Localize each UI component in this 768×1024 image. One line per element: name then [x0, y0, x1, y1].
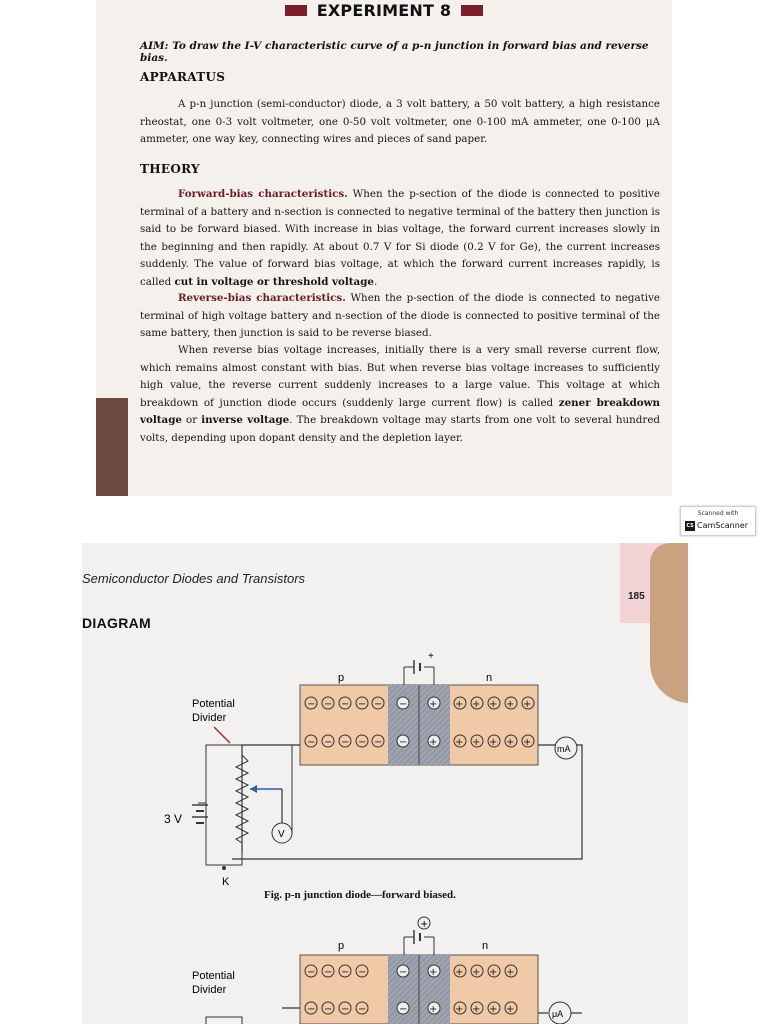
- svg-text:−: −: [324, 737, 333, 748]
- svg-text:+: +: [489, 1004, 498, 1015]
- page-edge-shadow: [96, 398, 128, 496]
- chapter-title: Semiconductor Diodes and Transistors: [82, 571, 306, 586]
- rheostat-frame: [206, 745, 242, 865]
- svg-text:+: +: [506, 699, 515, 710]
- forward-bias-circuit: [164, 651, 582, 888]
- svg-text:+: +: [429, 699, 438, 710]
- svg-text:−: −: [324, 699, 333, 710]
- svg-text:−: −: [399, 737, 408, 748]
- fig2-potential-divider-1: Potential: [192, 970, 235, 982]
- svg-text:−: −: [307, 967, 316, 978]
- theory-heading: THEORY: [140, 162, 200, 176]
- reverse-bias-title: Reverse-bias characteristics.: [178, 292, 346, 304]
- svg-text:−: −: [399, 1004, 408, 1015]
- aim-line: [140, 40, 660, 64]
- header-marker-right: [461, 5, 483, 16]
- reverse-bias-text: When the p-section of the diode is connected to negative terminal of high voltage battery and n-section of the diode is connected to positive terminal of the same battery, then junction is said to be reverse biased.: [140, 292, 660, 339]
- breakdown-text-b: . The breakdown voltage may starts from one volt to several hundred volts, depending upon dopant density and the depletion layer.: [140, 414, 661, 444]
- slider-arrow-head: [250, 785, 257, 793]
- cell-plus-sign: +: [428, 651, 434, 662]
- potential-divider-label-2: Divider: [192, 712, 227, 724]
- svg-text:−: −: [341, 967, 350, 978]
- reverse-bias-circuit: [192, 917, 582, 1024]
- battery-3v-label: 3 V: [164, 812, 183, 826]
- aim-text: To draw the I-V characteristic curve of a p-n junction in forward bias and reverse bias.: [140, 40, 649, 64]
- fig1-n-label: n: [486, 672, 493, 684]
- fig2-n-label: n: [482, 940, 489, 952]
- inverse-voltage-term: inverse voltage: [201, 414, 290, 426]
- key-contact: [222, 866, 226, 870]
- svg-text:+: +: [506, 967, 515, 978]
- fig2-p-label: p: [338, 940, 345, 952]
- forward-bias-text: When the p-section of the diode is connected to positive terminal of a battery and n-section is connected to negative terminal of the battery then junction is said to be forward biased. With increase in bias voltage, the forward current increases slowly in the beginning and then rapidly. At about 0.7 V for Si diode (0.2 V for Ge), the current increases suddenly. The value of forward bias voltage, at which the forward current increases rapidly, is called: [140, 188, 660, 288]
- svg-text:+: +: [455, 699, 464, 710]
- apparatus-heading: APPARATUS: [140, 70, 226, 84]
- svg-text:+: +: [472, 699, 481, 710]
- zener-term: zener breakdown voltage: [140, 396, 660, 426]
- svg-text:+: +: [472, 737, 481, 748]
- svg-text:−: −: [307, 1004, 316, 1015]
- aim-label: AIM:: [140, 40, 169, 52]
- svg-text:+: +: [489, 737, 498, 748]
- reverse-bias-paragraph: [140, 290, 660, 343]
- cell2-plus-sign: +: [420, 919, 429, 930]
- breakdown-text-a: When reverse bias voltage increases, initially there is a very small reverse current flow, which remains almost constant with bias. But when reverse bias voltage increases to sufficiently high value, the reverse current suddenly increases to a large value. This voltage at which breakdown of junction diode occurs (suddenly large current flow) is called: [140, 344, 660, 409]
- scanned-page-top: [96, 0, 672, 496]
- scanned-page-bottom: [82, 543, 688, 1024]
- svg-text:−: −: [307, 699, 316, 710]
- voltmeter-label: V: [278, 829, 285, 840]
- svg-text:+: +: [455, 1004, 464, 1015]
- apparatus-text: A p-n junction (semi-conductor) diode, a 3 volt battery, a 50 volt battery, a high resistance rheostat, one 0-3 volt voltmeter, one 0-50 volt voltmeter, one 0-100 mA ammeter, one 0-100 μA ammeter, one way key, connecting wires and pieces of sand paper.: [140, 98, 660, 145]
- svg-text:−: −: [358, 699, 367, 710]
- forward-bias-end: .: [373, 275, 378, 288]
- svg-text:+: +: [506, 1004, 515, 1015]
- svg-text:−: −: [307, 737, 316, 748]
- svg-text:+: +: [429, 1004, 438, 1015]
- svg-text:+: +: [472, 967, 481, 978]
- forward-bias-paragraph: [140, 186, 660, 291]
- svg-text:−: −: [358, 967, 367, 978]
- camscanner-logo-icon: CS: [686, 523, 694, 529]
- camscanner-badge: [680, 506, 756, 536]
- svg-text:+: +: [455, 737, 464, 748]
- svg-text:+: +: [489, 967, 498, 978]
- svg-text:−: −: [341, 1004, 350, 1015]
- svg-text:+: +: [472, 1004, 481, 1015]
- svg-text:+: +: [429, 737, 438, 748]
- svg-text:+: +: [523, 737, 532, 748]
- svg-text:+: +: [523, 699, 532, 710]
- svg-text:−: −: [341, 699, 350, 710]
- svg-text:+: +: [455, 967, 464, 978]
- divider-pointer: [214, 727, 230, 743]
- circuit-diagrams: [82, 543, 688, 1024]
- milliammeter-label: mA: [557, 744, 571, 754]
- header-marker-left: [285, 5, 307, 16]
- svg-text:−: −: [358, 1004, 367, 1015]
- microammeter-label: μA: [552, 1009, 564, 1019]
- fig2-rheostat-top: [206, 1017, 242, 1024]
- svg-text:−: −: [358, 737, 367, 748]
- page-number: 185: [628, 591, 645, 602]
- figure-caption: Fig. p-n junction diode—forward biased.: [264, 889, 456, 901]
- svg-text:−: −: [374, 699, 383, 710]
- experiment-title: EXPERIMENT 8: [316, 1, 452, 20]
- svg-text:−: −: [324, 967, 333, 978]
- key-label: K: [222, 876, 230, 888]
- scanned-with-text: Scanned with: [697, 510, 739, 517]
- experiment-header: [96, 0, 672, 24]
- svg-text:−: −: [341, 737, 350, 748]
- svg-text:+: +: [489, 699, 498, 710]
- breakdown-or: or: [181, 414, 202, 426]
- diagram-heading: DIAGRAM: [82, 615, 151, 631]
- svg-text:−: −: [324, 1004, 333, 1015]
- svg-text:+: +: [506, 737, 515, 748]
- forward-bias-title: Forward-bias characteristics.: [178, 188, 348, 200]
- potential-divider-label-1: Potential: [192, 698, 235, 710]
- svg-text:+: +: [429, 967, 438, 978]
- fig2-potential-divider-2: Divider: [192, 984, 227, 996]
- svg-text:−: −: [399, 699, 408, 710]
- fig1-p-label: p: [338, 672, 345, 684]
- svg-text:−: −: [399, 967, 408, 978]
- threshold-voltage-term: cut in voltage or threshold voltage: [174, 275, 374, 288]
- breakdown-paragraph: [140, 342, 660, 447]
- svg-text:−: −: [374, 737, 383, 748]
- camscanner-name: CamScanner: [697, 521, 749, 530]
